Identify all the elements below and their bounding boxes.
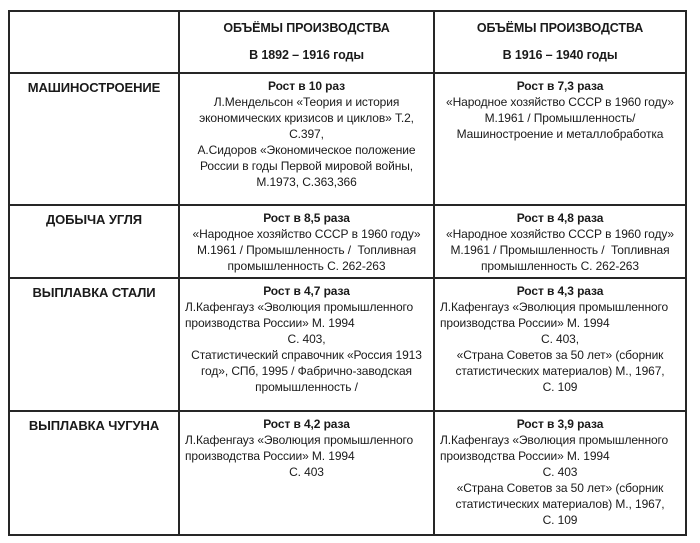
citation-line: экономических кризисов и циклов» Т.2, [199, 111, 414, 125]
citation-line: России в годы Первой мировой войны, [200, 159, 413, 173]
citation-line: «Народное хозяйство СССР в 1960 году» [446, 95, 674, 109]
growth-value-line: Рост в 7,3 раза [516, 79, 604, 93]
citation-line: производства России» М. 1994 [440, 449, 610, 463]
citation-line: С.397, [289, 127, 324, 141]
header-period: В 1916 – 1940 годы [502, 48, 618, 62]
citation-line: промышленность С. 262-263 [227, 259, 386, 273]
citation-line: М.1961 / Промышленность/ [484, 111, 636, 125]
citation-line: Л.Кафенгауз «Эволюция промышленного [185, 300, 414, 314]
growth-value-line: Рост в 4,3 раза [516, 284, 604, 298]
citation-line: промышленность / [255, 380, 358, 394]
citation-line: М.1973, С.363,366 [256, 175, 357, 189]
header-title: ОБЪЁМЫ ПРОИЗВОДСТВА [476, 21, 644, 35]
citation-line: Л.Кафенгауз «Эволюция промышленного [440, 433, 669, 447]
category-cell-machine-building: МАШИНОСТРОЕНИЕ [10, 74, 180, 206]
data-cell-pig-iron-smelting-1892-1916 [180, 412, 435, 534]
header-cell-period-1892-1916 [180, 12, 435, 74]
growth-value-line: Рост в 3,9 раза [516, 417, 604, 431]
header-corner-cell [10, 12, 180, 74]
citation-line: М.1961 / Промышленность / Топливная [196, 243, 417, 257]
citation-line: статистических материалов) М., 1967, [455, 497, 665, 511]
category-cell-pig-iron-smelting: ВЫПЛАВКА ЧУГУНА [10, 412, 180, 534]
growth-value-line: Рост в 4,8 раза [516, 211, 604, 225]
category-cell-coal-mining: ДОБЫЧА УГЛЯ [10, 206, 180, 279]
header-title: ОБЪЁМЫ ПРОИЗВОДСТВА [223, 21, 390, 35]
growth-value-line: Рост в 4,2 раза [263, 417, 350, 431]
citation-line: С. 403, [287, 332, 326, 346]
citation-line: С. 403 [289, 465, 324, 479]
citation-line: «Народное хозяйство СССР в 1960 году» [446, 227, 674, 241]
data-cell-coal-mining-1916-1940 [435, 206, 685, 279]
production-volumes-table [8, 10, 687, 536]
citation-line: «Страна Советов за 50 лет» (сборник [456, 481, 664, 495]
citation-line: С. 109 [542, 380, 578, 394]
data-cell-machine-building-1892-1916 [180, 74, 435, 206]
citation-line: Л.Мендельсон «Теория и история [213, 95, 400, 109]
citation-line: А.Сидоров «Экономическое положение [197, 143, 416, 157]
citation-line: М.1961 / Промышленность / Топливная [450, 243, 670, 257]
citation-line: С. 403, [541, 332, 579, 346]
data-cell-pig-iron-smelting-1916-1940 [435, 412, 685, 534]
header-period: В 1892 – 1916 годы [249, 48, 364, 62]
citation-line: промышленность С. 262-263 [481, 259, 639, 273]
data-cell-coal-mining-1892-1916 [180, 206, 435, 279]
category-cell-steel-smelting: ВЫПЛАВКА СТАЛИ [10, 279, 180, 412]
citation-line: производства России» М. 1994 [185, 449, 355, 463]
citation-line: Машиностроение и металлобработка [456, 127, 664, 141]
data-cell-machine-building-1916-1940 [435, 74, 685, 206]
citation-line: год», СПб, 1995 / Фабрично-заводская [201, 364, 412, 378]
data-cell-steel-smelting-1916-1940 [435, 279, 685, 412]
citation-line: статистических материалов) М., 1967, [455, 364, 665, 378]
data-cell-steel-smelting-1892-1916 [180, 279, 435, 412]
citation-line: С. 109 [542, 513, 578, 527]
citation-line: «Страна Советов за 50 лет» (сборник [456, 348, 664, 362]
growth-value-line: Рост в 10 раз [268, 79, 345, 93]
citation-line: С. 403 [542, 465, 578, 479]
citation-line: Л.Кафенгауз «Эволюция промышленного [440, 300, 669, 314]
citation-line: Статистический справочник «Россия 1913 [191, 348, 422, 362]
growth-value-line: Рост в 4,7 раза [263, 284, 350, 298]
growth-value-line: Рост в 8,5 раза [263, 211, 350, 225]
header-cell-period-1916-1940 [435, 12, 685, 74]
citation-line: производства России» М. 1994 [185, 316, 355, 330]
citation-line: «Народное хозяйство СССР в 1960 году» [192, 227, 421, 241]
citation-line: Л.Кафенгауз «Эволюция промышленного [185, 433, 414, 447]
citation-line: производства России» М. 1994 [440, 316, 610, 330]
